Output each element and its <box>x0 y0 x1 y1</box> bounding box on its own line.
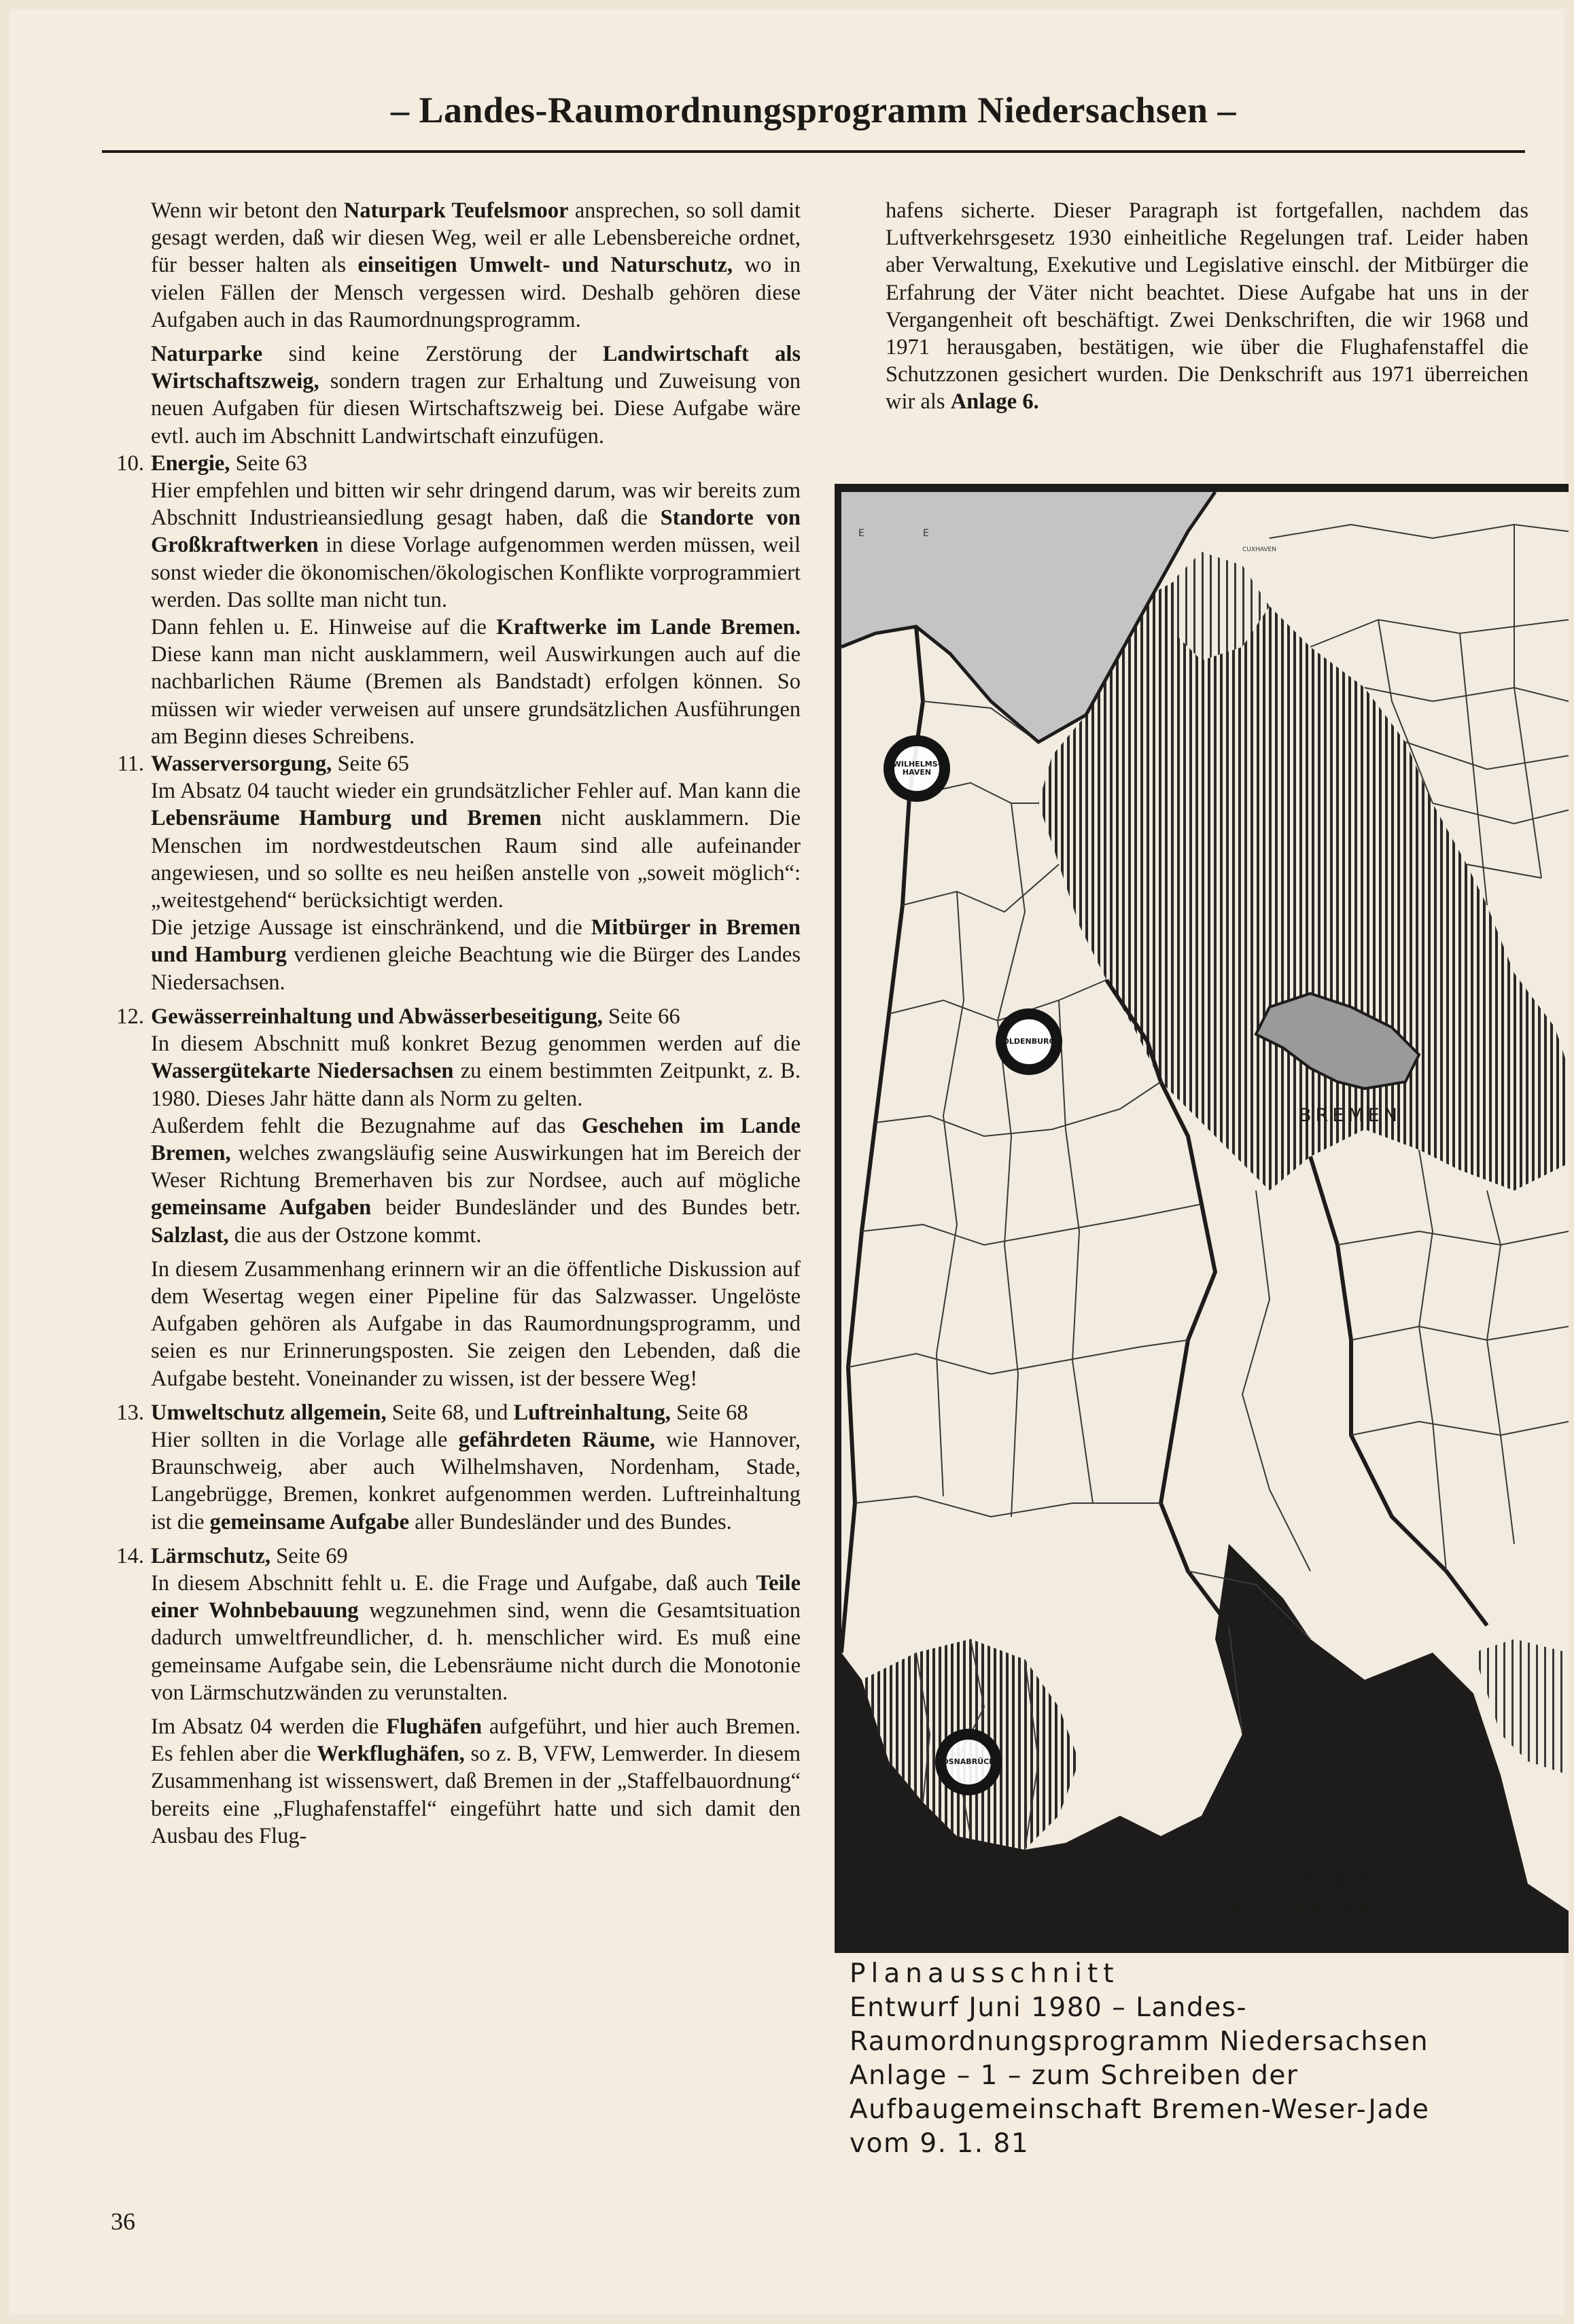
page-title: – Landes-Raumordnungsprogramm Niedersachsen – <box>390 90 1237 130</box>
section-paragraph: Dann fehlen u. E. Hinweise auf die Kraftwerke im Lande Bremen. Diese kann man nicht ausklammern, weil Auswirkungen auch auf die nachbarlichen Räume (Bremen als Bandstadt) erfolgen können. So müssen wir wieder verweisen auf unsere grundsätzlichen Ausführungen am Beginn dieses Schreibens. <box>151 615 801 749</box>
section-number: 11. <box>117 752 144 777</box>
section-10-energie <box>116 450 801 750</box>
page-number: 36 <box>111 2208 135 2235</box>
section-13-umweltschutz <box>116 1399 801 1536</box>
section-heading: Lärmschutz, Seite 69 <box>151 1543 348 1568</box>
map-label-nrw-line1: NORDRHEIN - <box>1229 1870 1399 1891</box>
city-marker-osnabrueck: OSNABRÜCK <box>935 1729 1002 1795</box>
section-paragraph: Hier empfehlen und bitten wir sehr dringend darum, was wir bereits zum Abschnitt Industrieansiedlung gesagt haben, daß die Standorte von Großkraftwerken in diese Vorlage aufgenommen werden müssen, weil sonst wieder die ökonomischen/ökologischen Konflikte vorprogrammiert werden. Das sollte man nicht tun. <box>151 478 801 612</box>
map-label-e1: E <box>858 528 864 539</box>
left-column <box>116 197 801 1850</box>
section-paragraph: In diesem Abschnitt fehlt u. E. die Frage und Aufgabe, daß auch Teile einer Wohnbebauung wegzunehmen sind, wenn die Gesamtsituation dadurch umweltfreundlicher, d. h. menschlicher wird. Es muß eine gemeinsame Aufgabe sein, die Lebensräume nicht durch die Monotonie von Lärmschutzwänden zu verunstalten. <box>151 1570 801 1705</box>
intro-paragraph-2: Naturparke sind keine Zerstörung der Landwirtschaft als Wirtschaftszweig, sondern tragen zur Erhaltung und Zuweisung von neuen Aufgaben für diesen Wirtschaftszweig bei. Diese Aufgabe wäre evtl. auch im Abschnitt Landwirtschaft einzufügen. <box>151 342 801 448</box>
regional-plan-map <box>835 484 1569 1953</box>
right-column <box>886 197 1528 416</box>
intro-paragraph-1: Wenn wir betont den Naturpark Teufelsmoor ansprechen, so soll damit gesagt werden, daß wir diesen Weg, weil er alle Lebensbereiche ordnet, für besser halten als einseitigen Umwelt- und Naturschutz, wo in vielen Fällen der Mensch vergessen wird. Deshalb gehören diese Aufgaben auch in das Raumordnungsprogramm. <box>151 198 801 332</box>
section-heading: Umweltschutz allgemein, Seite 68, und Luftreinhaltung, Seite 68 <box>151 1400 748 1425</box>
map-label-nrw-line2: WESTFALEN <box>1229 1899 1376 1920</box>
section-paragraph: Im Absatz 04 taucht wieder ein grundsätzlicher Fehler auf. Man kann die Lebensräume Hamburg und Bremen nicht ausklammern. Die Menschen im nordwestdeutschen Raum sind alle aufeinander angewiesen, und so sollte es neu heißen anstelle von „soweit möglich“: „weitestgehend“ berücksichtigt werden. <box>151 779 801 913</box>
section-paragraph: In diesem Zusammenhang erinnern wir an die öffentliche Diskussion auf dem Wesertag wegen einer Pipeline für das Salzwasser. Ungelöste Aufgaben gehören als Aufgabe in das Raumordnungsprogramm, und seien es nur Erinnerungsposten. Sie zeigen den Lebenden, daß die Aufgabe besteht. Voneinander zu wissen, ist der bessere Weg! <box>151 1256 801 1391</box>
map-caption <box>850 1957 1556 2161</box>
caption-line-3: Raumordnungsprogramm Niedersachsen <box>850 2026 1429 2057</box>
section-heading: Energie, Seite 63 <box>151 451 308 476</box>
section-14-laermschutz <box>116 1543 801 1850</box>
caption-line-1: Planausschnitt <box>850 1958 1119 1989</box>
map-label-cuxhaven: CUXHAVEN <box>1242 546 1276 553</box>
page-header <box>102 85 1525 153</box>
caption-line-4: Anlage – 1 – zum Schreiben der <box>850 2060 1299 2091</box>
section-11-wasserversorgung <box>117 750 801 996</box>
map-label-bremen: BREMEN <box>1299 1105 1401 1126</box>
section-paragraph: In diesem Abschnitt muß konkret Bezug genommen werden auf die Wassergütekarte Niedersachsen zu einem bestimmten Zeitpunkt, z. B. 1980. Dieses Jahr hätte dann als Norm zu gelten. <box>151 1032 801 1111</box>
section-number: 13. <box>116 1400 144 1425</box>
section-paragraph: Im Absatz 04 werden die Flughäfen aufgeführt, und hier auch Bremen. Es fehlen aber die Werkflughäfen, so z. B, VFW, Lemwerder. In diesem Zusammenhang ist wissenswert, daß Bremen in der „Staffelbauordnung“ bereits eine „Flughafenstaffel“ eingeführt hatte und sich damit den Ausbau des Flug- <box>151 1714 801 1848</box>
city-marker-oldenburg: OLDENBURG <box>996 1008 1062 1075</box>
caption-line-5: Aufbaugemeinschaft Bremen-Weser-Jade <box>850 2094 1430 2125</box>
section-heading: Wasserversorgung, Seite 65 <box>151 752 410 777</box>
caption-line-6: vom 9. 1. 81 <box>850 2128 1030 2159</box>
section-number: 10. <box>116 451 144 476</box>
section-paragraph: Die jetzige Aussage ist einschränkend, und die Mitbürger in Bremen und Hamburg verdienen gleiche Beachtung wie die Bürger des Landes Niedersachsen. <box>151 915 801 995</box>
map-label-e2: E <box>923 528 929 539</box>
section-number: 12. <box>116 1004 144 1029</box>
continuation-paragraph: hafens sicherte. Dieser Paragraph ist fortgefallen, nachdem das Luftverkehrsgesetz 1930 einheitliche Regelungen traf. Leider haben aber Verwaltung, Exekutive und Legislative einschl. der Mitbürger die Erfahrung der Väter nicht beachtet. Diese Aufgabe hat uns in der Vergangenheit oft beschäftigt. Zwei Denkschriften, die wir 1968 und 1971 herausgaben, bestätigen, wie über die Flughafenstaffel die Schutzzonen gesichert wurden. Die Denkschrift aus 1971 überreichen wir als Anlage 6. <box>886 198 1528 415</box>
section-12-gewaesserreinhaltung <box>116 1003 801 1392</box>
caption-line-2: Entwurf Juni 1980 – Landes- <box>850 1992 1248 2023</box>
map-drawing <box>835 484 1569 1953</box>
section-paragraph: Außerdem fehlt die Bezugnahme auf das Geschehen im Lande Bremen, welches zwangsläufig seine Auswirkungen hat im Bereich der Weser Richtung Bremerhaven bis zur Nordsee, auch auf mögliche gemeinsame Aufgaben beider Bundesländer und des Bundes betr. Salzlast, die aus der Ostzone kommt. <box>151 1113 801 1248</box>
section-heading: Gewässerreinhaltung und Abwässerbeseitigung, Seite 66 <box>151 1004 680 1029</box>
city-marker-wilhelmshaven: WILHELMS-HAVEN <box>884 735 950 802</box>
section-number: 14. <box>116 1543 144 1568</box>
section-paragraph: Hier sollten in die Vorlage alle gefährdeten Räume, wie Hannover, Braunschweig, aber auch Wilhelmshaven, Nordenham, Stade, Langebrügge, Bremen, konkret aufgenommen werden. Luftreinhaltung ist die gemeinsame Aufgabe aller Bundesländer und des Bundes. <box>151 1427 801 1534</box>
